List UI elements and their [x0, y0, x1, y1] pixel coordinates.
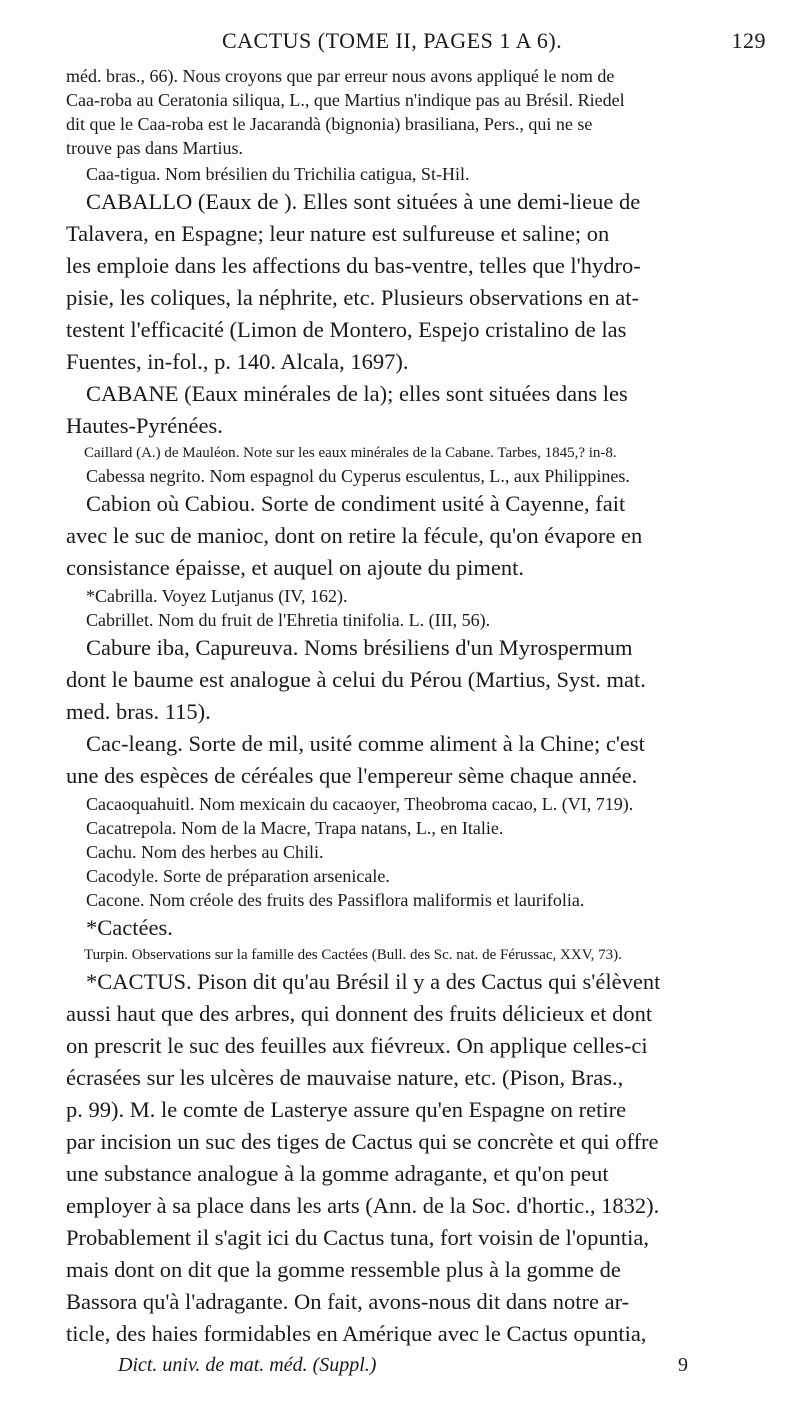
text-line: Cabessa negrito. Nom espagnol du Cyperus esculentus, L., aux Philippines. — [86, 466, 630, 486]
text-line: med. bras. 115). — [66, 699, 211, 724]
signature-mark: 9 — [678, 1354, 688, 1376]
text-line: Cacodyle. Sorte de préparation arsenicale. — [86, 866, 390, 886]
text-line: Cacatrepola. Nom de la Macre, Trapa natans, L., en Italie. — [86, 818, 504, 838]
text-line: consistance épaisse, et auquel on ajoute du piment. — [66, 555, 524, 580]
text-line: méd. bras., 66). Nous croyons que par erreur nous avons appliqué le nom de — [66, 66, 615, 86]
running-header — [150, 28, 770, 62]
text-line: aussi haut que des arbres, qui donnent des fruits délicieux et dont — [66, 1001, 653, 1026]
text-line: CABALLO (Eaux de ). Elles sont situées à une demi-lieue de — [86, 189, 641, 214]
text-line: *CACTUS. Pison dit qu'au Brésil il y a des Cactus qui s'élèvent — [86, 969, 661, 994]
text-line: avec le suc de manioc, dont on retire la fécule, qu'on évapore en — [66, 523, 643, 548]
text-line: Cabure iba, Capureuva. Noms brésiliens d'un Myrospermum — [86, 635, 633, 660]
text-line: *Cabrilla. Voyez Lutjanus (IV, 162). — [86, 586, 348, 606]
text-line: par incision un suc des tiges de Cactus qui se concrète et qui offre — [66, 1129, 659, 1154]
text-line: on prescrit le suc des feuilles aux fiévreux. On applique celles-ci — [66, 1033, 648, 1058]
text-line: Cacaoquahuitl. Nom mexicain du cacaoyer, Theobroma cacao, L. (VI, 719). — [86, 794, 634, 814]
running-title: CACTUS (TOME II, PAGES 1 A 6). — [222, 28, 563, 53]
text-line: Bassora qu'à l'adragante. On fait, avons-nous dit dans notre ar- — [66, 1289, 630, 1314]
text-line: Caillard (A.) de Mauléon. Note sur les eaux minérales de la Cabane. Tarbes, 1845,? in-8. — [84, 445, 617, 461]
text-line: Cabrillet. Nom du fruit de l'Ehretia tinifolia. L. (III, 56). — [86, 610, 491, 630]
text-line: Turpin. Observations sur la famille des Cactées (Bull. des Sc. nat. de Férussac, XXV, 73). — [84, 947, 622, 963]
text-line: Caa-tigua. Nom brésilien du Trichilia catigua, St-Hil. — [86, 164, 470, 184]
text-line: mais dont on dit que la gomme ressemble plus à la gomme de — [66, 1257, 621, 1282]
text-line: Hautes-Pyrénées. — [66, 413, 223, 438]
text-line: dont le baume est analogue à celui du Pérou (Martius, Syst. mat. — [66, 667, 646, 692]
text-line: CABANE (Eaux minérales de la); elles sont situées dans les — [86, 381, 628, 406]
text-line: Caa-roba au Ceratonia siliqua, L., que Martius n'indique pas au Brésil. Riedel — [66, 90, 625, 110]
text-line: employer à sa place dans les arts (Ann. de la Soc. d'hortic., 1832). — [66, 1193, 660, 1218]
text-line: écrasées sur les ulcères de mauvaise nature, etc. (Pison, Bras., — [66, 1065, 624, 1090]
text-line: testent l'efficacité (Limon de Montero, Espejo cristalino de las — [66, 317, 627, 342]
text-line: dit que le Caa-roba est le Jacarandà (bignonia) brasiliana, Pers., qui ne se — [66, 114, 593, 134]
text-line: Probablement il s'agit ici du Cactus tuna, fort voisin de l'opuntia, — [66, 1225, 650, 1250]
text-line: ticle, des haies formidables en Amérique avec le Cactus opuntia, — [66, 1321, 647, 1346]
footer-title: Dict. univ. de mat. méd. (Suppl.) — [118, 1354, 377, 1376]
text-line: pisie, les coliques, la néphrite, etc. Plusieurs observations en at- — [66, 285, 639, 310]
text-line: trouve pas dans Martius. — [66, 138, 243, 158]
text-line: Cacone. Nom créole des fruits des Passiflora maliformis et laurifolia. — [86, 890, 585, 910]
text-line: une des espèces de céréales que l'empereur sème chaque année. — [66, 763, 638, 788]
text-line: Cac-leang. Sorte de mil, usité comme aliment à la Chine; c'est — [86, 731, 645, 756]
text-line: p. 99). M. le comte de Lasterye assure qu'en Espagne on retire — [66, 1097, 627, 1122]
text-line: les emploie dans les affections du bas-ventre, telles que l'hydro- — [66, 253, 641, 278]
text-body — [66, 64, 770, 1350]
text-line: une substance analogue à la gomme adragante, et qu'on peut — [66, 1161, 609, 1186]
page-footer — [118, 1354, 718, 1382]
page-number: 129 — [731, 28, 766, 53]
text-line: Talavera, en Espagne; leur nature est sulfureuse et saline; on — [66, 221, 610, 246]
text-line: Fuentes, in-fol., p. 140. Alcala, 1697). — [66, 349, 409, 374]
text-line: Cabion où Cabiou. Sorte de condiment usité à Cayenne, fait — [86, 491, 626, 516]
text-line: Cachu. Nom des herbes au Chili. — [86, 842, 324, 862]
text-line: *Cactées. — [86, 915, 173, 940]
